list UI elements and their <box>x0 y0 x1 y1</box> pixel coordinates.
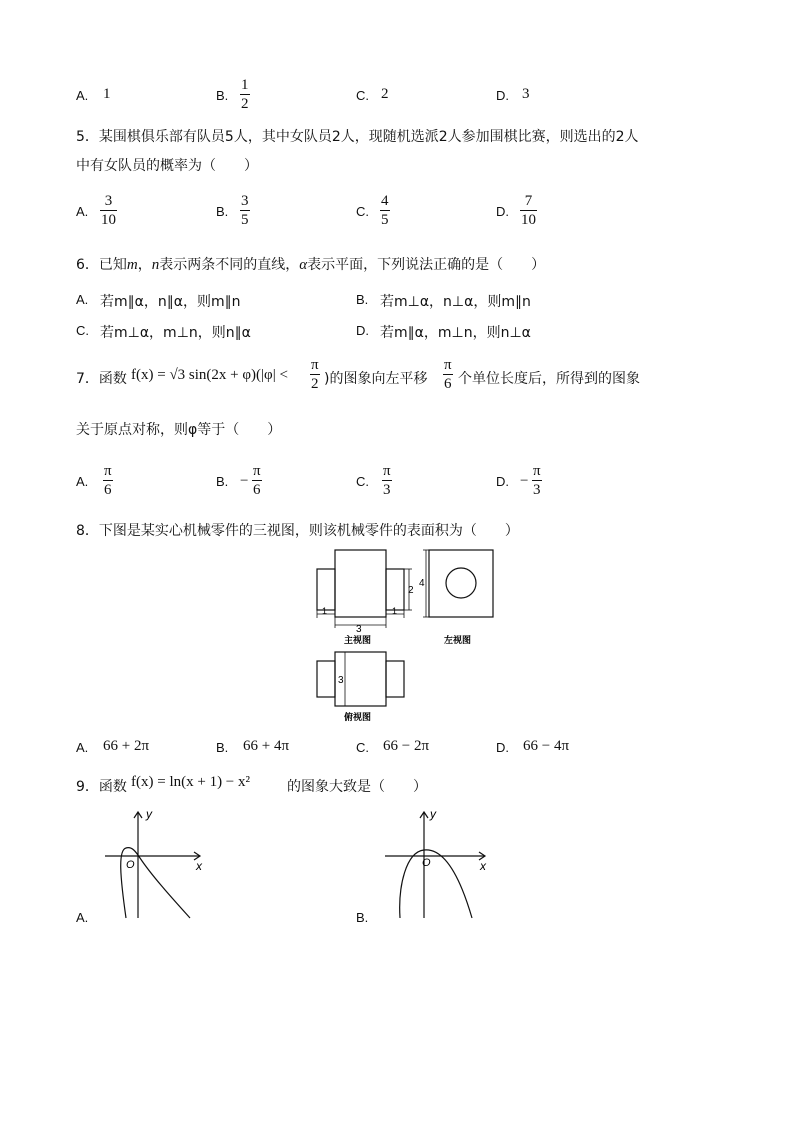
q8-option-c-label: C. <box>356 740 369 755</box>
q5-option-d-fraction: 7 10 <box>521 193 536 228</box>
dim-1-right-label: 1 <box>392 606 398 616</box>
q7-option-b-label: B. <box>216 474 229 489</box>
q8-option-c-text: 66 − 2π <box>383 738 430 754</box>
q5-stem-line1: 5．某围棋俱乐部有队员5人，其中女队员2人，现随机选派2人参加围棋比赛，则选出的2人 <box>76 129 639 145</box>
top-view-caption: 俯视图 <box>344 712 372 722</box>
q7-option-d-sign: − <box>520 473 529 489</box>
q6-option-c-label: C. <box>76 323 89 338</box>
q8-option-b-text: 66 + 4π <box>243 738 290 754</box>
q6-stem-comma: ， <box>137 257 152 273</box>
q6-option-a-text: 若m∥α，n∥α，则m∥n <box>100 294 241 310</box>
q9-graph-b-x-label: x <box>480 859 486 873</box>
q7-option-b-sign: − <box>240 473 249 489</box>
q7-frac-pi-over-2: π 2 <box>311 357 319 392</box>
q6-option-d-text: 若m∥α，m⊥n，则n⊥α <box>380 325 531 341</box>
q4-option-b-label: B. <box>216 88 229 103</box>
q6-stem <box>76 254 545 274</box>
q8-option-d-label: D. <box>496 740 509 755</box>
q7-formula: f(x) = √3 sin(2x + φ)(|φ| < <box>131 367 288 383</box>
q8-stem: 8．下图是某实心机械零件的三视图，则该机械零件的表面积为（ ） <box>76 523 519 539</box>
q7-option-c-fraction: π 3 <box>383 463 391 498</box>
q9-graph-b <box>380 806 495 921</box>
q7-option-a-label: A. <box>76 474 89 489</box>
dim-3-height-label: 3 <box>338 675 344 686</box>
q7-stem-mid: )的图象向左平移 <box>324 371 428 387</box>
q5-option-a-fraction: 3 10 <box>101 193 116 228</box>
q4-option-a-label: A. <box>76 88 89 103</box>
q9-graph-b-y-label: y <box>430 807 436 821</box>
q9-stem-suffix: 的图象大致是（ ） <box>287 779 427 795</box>
front-view-caption: 主视图 <box>344 635 372 645</box>
three-view-figure <box>302 546 502 736</box>
q4-option-c-label: C. <box>356 88 369 103</box>
q9-stem-prefix: 9．函数 <box>76 779 127 795</box>
q6-stem-mid: 表示两条不同的直线， <box>159 257 300 273</box>
q7-option-d-fraction: π 3 <box>533 463 541 498</box>
dim-2-label: 2 <box>408 585 414 596</box>
q9-graph-a-y-label: y <box>146 807 152 821</box>
dim-1-left-label: 1 <box>322 606 328 616</box>
q6-stem-prefix: 6．已知 <box>76 257 127 273</box>
q5-option-d-label: D. <box>496 204 509 219</box>
q5-option-b-fraction: 3 5 <box>241 193 249 228</box>
q6-option-c-text: 若m⊥α，m⊥n，则n∥α <box>100 325 251 341</box>
q9-formula: f(x) = ln(x + 1) − x² <box>131 774 251 790</box>
q8-option-b-label: B. <box>216 740 229 755</box>
q5-stem-line2: 中有女队员的概率为（ ） <box>76 158 258 174</box>
q7-option-c-label: C. <box>356 474 369 489</box>
q7-stem-prefix: 7．函数 <box>76 371 127 387</box>
left-view-caption: 左视图 <box>444 635 472 645</box>
q7-option-b-fraction: π 6 <box>253 463 261 498</box>
q5-option-c-fraction: 4 5 <box>381 193 389 228</box>
q4-option-a-value: 1 <box>103 86 111 102</box>
q7-stem-suffix: 个单位长度后，所得到的图象 <box>458 371 640 387</box>
q9-graph-b-label: B. <box>356 910 369 925</box>
q7-stem-line2: 关于原点对称，则φ等于（ ） <box>76 422 282 438</box>
front-view <box>317 550 412 628</box>
q5-option-c-label: C. <box>356 204 369 219</box>
top-view <box>317 652 404 706</box>
q7-option-d-label: D. <box>496 474 509 489</box>
dim-4-label: 4 <box>419 578 425 589</box>
q4-option-d-value: 3 <box>522 86 530 102</box>
q5-option-b-label: B. <box>216 204 229 219</box>
q6-option-b-text: 若m⊥α，n⊥α，则m∥n <box>380 294 531 310</box>
q5-option-a-label: A. <box>76 204 89 219</box>
q9-graph-b-origin-label: O <box>422 857 431 869</box>
q6-stem-n: n <box>151 257 160 273</box>
q8-option-d-text: 66 − 4π <box>523 738 570 754</box>
q7-frac-pi-over-6: π 6 <box>444 357 452 392</box>
q6-option-b-label: B. <box>356 292 369 307</box>
q4-option-c-value: 2 <box>381 86 389 102</box>
q7-option-a-fraction: π 6 <box>104 463 112 498</box>
q4-option-d-label: D. <box>496 88 509 103</box>
q4-option-b-fraction: 1 2 <box>241 77 249 112</box>
q8-option-a-label: A. <box>76 740 89 755</box>
q6-option-a-label: A. <box>76 292 89 307</box>
left-view <box>423 550 493 617</box>
q9-graph-a-label: A. <box>76 910 89 925</box>
q6-stem-m: m <box>126 257 138 273</box>
q6-stem-suffix: 表示平面，下列说法正确的是（ ） <box>307 257 546 273</box>
q8-option-a-text: 66 + 2π <box>103 738 150 754</box>
q9-graph-b-curve <box>400 850 472 918</box>
q9-graph-a-x-label: x <box>196 859 202 873</box>
q6-option-d-label: D. <box>356 323 369 338</box>
dim-3-width-label: 3 <box>356 624 362 635</box>
q6-stem-alpha: α <box>299 257 308 273</box>
q9-graph-a <box>100 806 210 921</box>
q9-graph-a-origin-label: O <box>126 859 135 871</box>
